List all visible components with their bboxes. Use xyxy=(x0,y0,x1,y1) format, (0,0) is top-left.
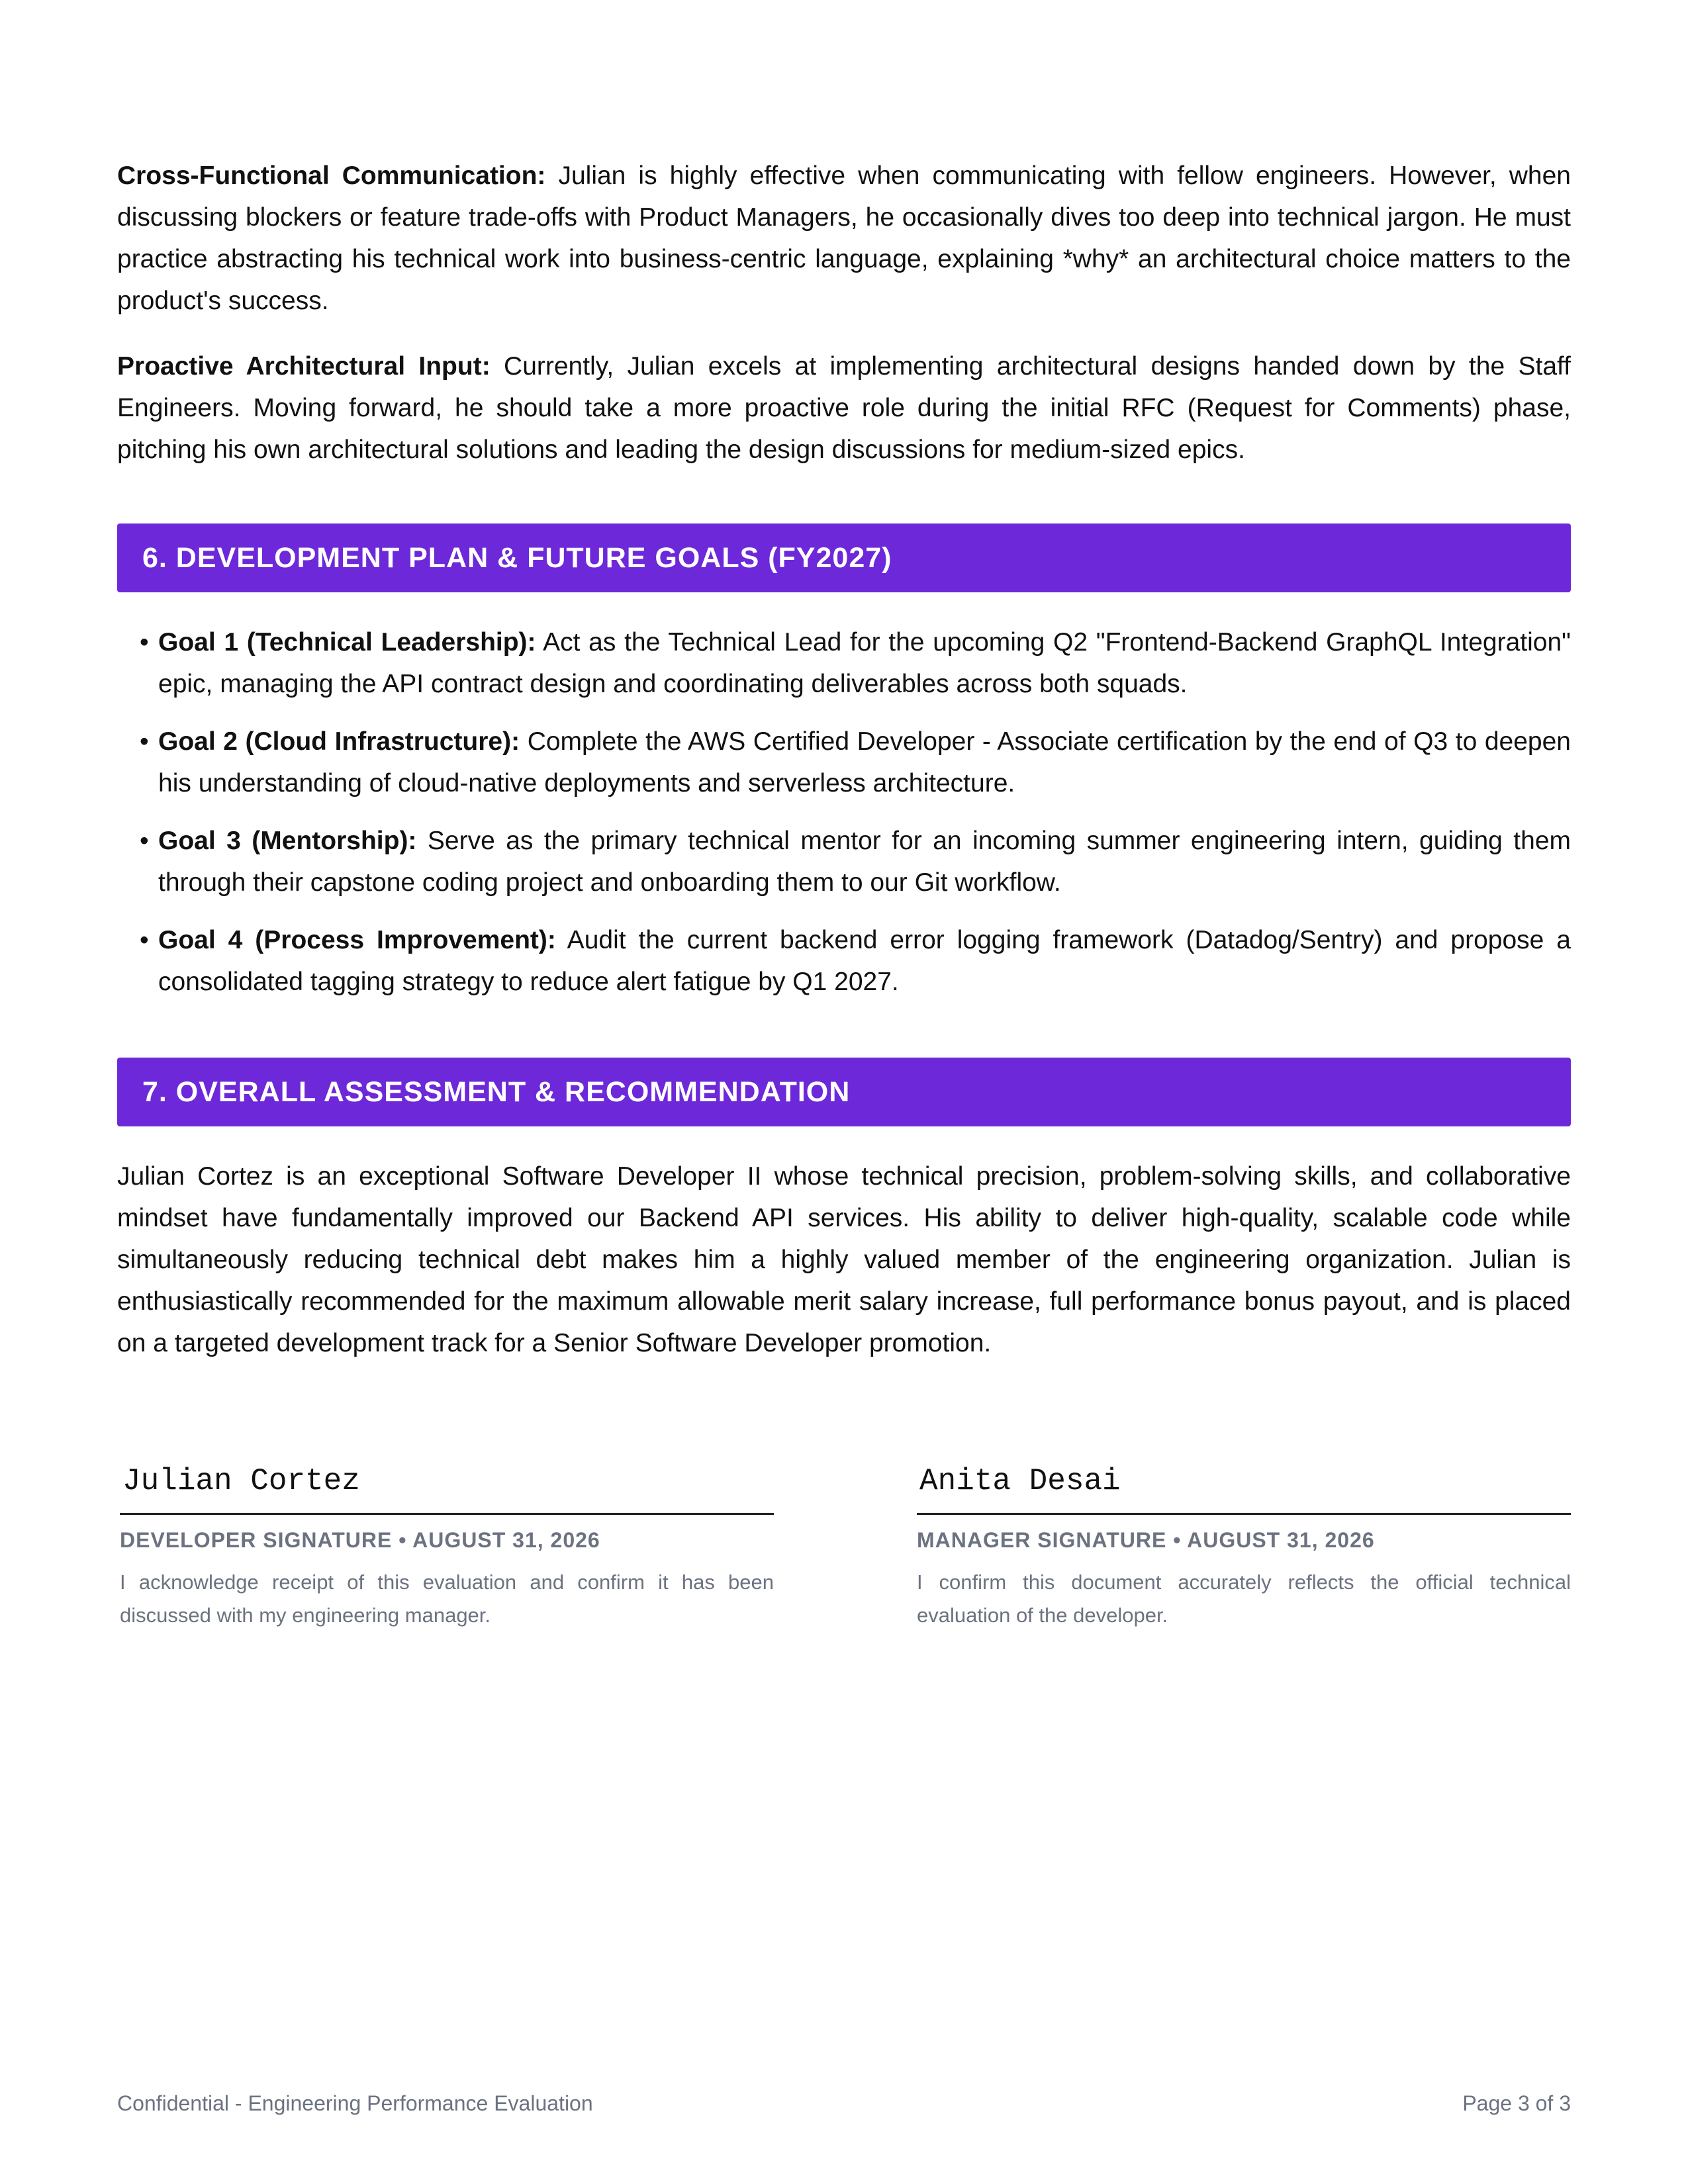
page-footer xyxy=(117,2091,1571,2116)
goal-text: Complete the AWS Certified Developer - Associate certification by the end of Q3 to deepen his understanding of cloud-native deployments and serverless architecture. xyxy=(158,727,1571,797)
cross-functional-text: Julian is highly effective when communicating with fellow engineers. However, when discussing blockers or feature trade-offs with Product Managers, he occasionally dives too deep into technical jargon. He must practice abstracting his technical work into business-centric language, explaining *why* an architectural choice matters to the product's success. xyxy=(117,161,1571,315)
proactive-text: Currently, Julian excels at implementing architectural designs handed down by the Staff Engineers. Moving forward, he should take a more proactive role during the initial RFC (Request for Comments) phase, pitching his own architectural solutions and leading the design discussions for medium-sized epics. xyxy=(117,352,1571,464)
cross-functional-paragraph xyxy=(117,155,1571,322)
developer-signature-block xyxy=(120,1461,774,1632)
footer-page-number: Page 3 of 3 xyxy=(1462,2091,1571,2115)
list-item xyxy=(117,721,1571,804)
list-item xyxy=(117,621,1571,705)
section-6-title: 6. DEVELOPMENT PLAN & FUTURE GOALS (FY2027) xyxy=(142,541,892,574)
goal-label: Goal 4 (Process Improvement): xyxy=(158,926,556,954)
bullet-icon: • xyxy=(140,827,149,855)
goal-text: Serve as the primary technical mentor for an incoming summer engineering intern, guiding them through their capstone coding project and onboarding them to our Git workflow. xyxy=(158,827,1571,897)
goal-label: Goal 3 (Mentorship): xyxy=(158,827,417,855)
goal-label: Goal 1 (Technical Leadership): xyxy=(158,628,536,657)
developer-signature-name: Julian Cortez xyxy=(120,1461,774,1515)
list-item xyxy=(117,919,1571,1003)
bullet-icon: • xyxy=(140,727,149,756)
goals-list xyxy=(117,621,1571,1019)
overall-assessment-paragraph: Julian Cortez is an exceptional Software Developer II whose technical precision, problem-solving skills, and collaborative mindset have fundamentally improved our Backend API services. His ability to deliver high-quality, scalable code while simultaneously reducing technical debt makes him a highly valued member of the engineering organization. Julian is enthusiastically recommended for the maximum allowable merit salary increase, full performance bonus payout, and is placed on a targeted development track for a Senior Software Developer promotion. xyxy=(117,1162,1571,1357)
manager-signature-name: Anita Desai xyxy=(917,1461,1571,1515)
bullet-icon: • xyxy=(140,926,149,954)
developer-signature-note: I acknowledge receipt of this evaluation and confirm it has been discussed with my engineering manager. xyxy=(120,1570,774,1627)
proactive-label: Proactive Architectural Input: xyxy=(117,352,491,381)
developer-signature-caption: DEVELOPER SIGNATURE • AUGUST 31, 2026 xyxy=(120,1528,600,1552)
goal-label: Goal 2 (Cloud Infrastructure): xyxy=(158,727,520,756)
manager-signature-note: I confirm this document accurately reflects the official technical evaluation of the developer. xyxy=(917,1570,1571,1627)
section-7-title: 7. OVERALL ASSESSMENT & RECOMMENDATION xyxy=(142,1075,851,1108)
list-item xyxy=(117,820,1571,903)
section-6-header xyxy=(117,523,1571,592)
section-7-header xyxy=(117,1058,1571,1126)
manager-signature-caption: MANAGER SIGNATURE • AUGUST 31, 2026 xyxy=(917,1528,1375,1552)
footer-confidential-text: Confidential - Engineering Performance Evaluation xyxy=(117,2091,593,2115)
goal-text: Act as the Technical Lead for the upcoming Q2 "Frontend-Backend GraphQL Integration" epic, managing the API contract design and coordinating deliverables across both squads. xyxy=(158,628,1571,698)
goal-text: Audit the current backend error logging framework (Datadog/Sentry) and propose a consolidated tagging strategy to reduce alert fatigue by Q1 2027. xyxy=(158,926,1571,996)
bullet-icon: • xyxy=(140,628,149,657)
manager-signature-block xyxy=(917,1461,1571,1632)
cross-functional-label: Cross-Functional Communication: xyxy=(117,161,546,190)
proactive-paragraph xyxy=(117,345,1571,471)
